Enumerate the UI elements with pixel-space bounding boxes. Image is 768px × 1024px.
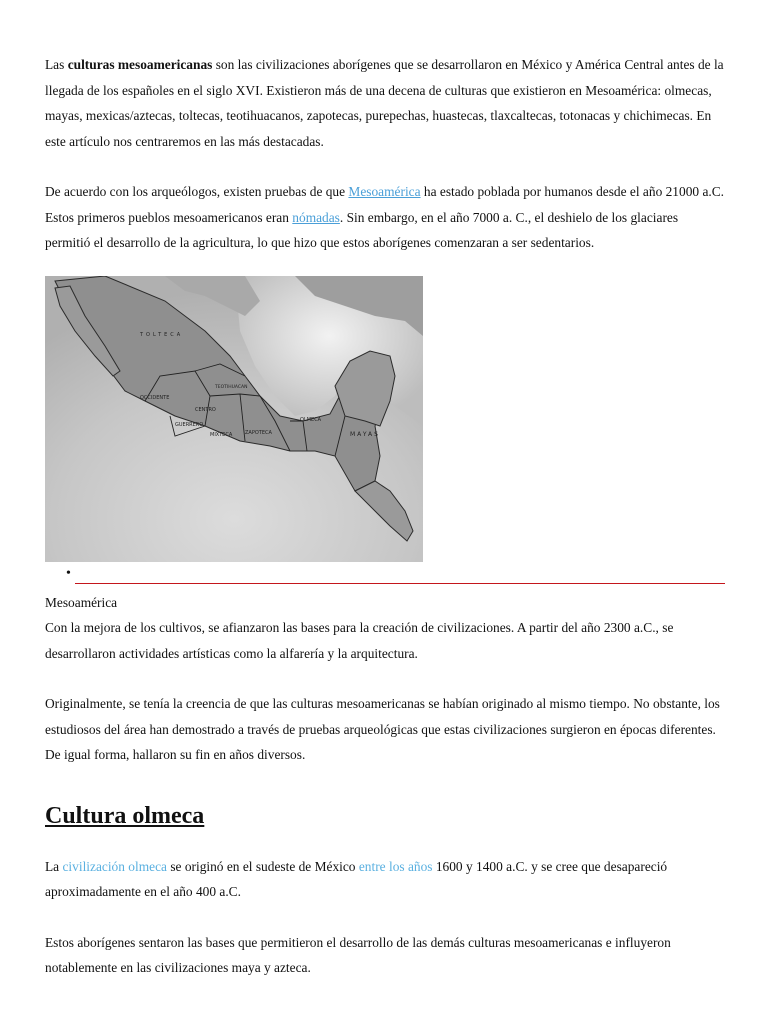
map-label: OLMECA (300, 416, 322, 423)
map-caption: Mesoamérica (45, 594, 118, 610)
intro-paragraph (45, 52, 725, 154)
civilizacion-olmeca-link[interactable]: civilización olmeca (62, 858, 167, 874)
text: . Sin embargo, en el año 7000 a. C., el deshielo de los glaciares permitió el desarrollo de la agricultura, lo que hizo que estos aborígenes comenzaran a ser sedentarios. (45, 209, 679, 250)
red-rule (75, 583, 725, 584)
text: se originó en el sudeste de México (166, 858, 359, 874)
map-label: TOLTECA (140, 331, 184, 338)
map-label: OCCIDENTE (140, 394, 170, 401)
section-heading: Cultura olmeca (45, 802, 205, 829)
paragraph-origin-belief: Originalmente, se tenía la creencia de que las culturas mesoamericanas se habían originado al mismo tiempo. No obstante, los estudiosos del área han demostrado a través de pruebas arqueológicas que estas civilizaciones surgieron en épocas diferentes. De igual forma, hallaron su fin en años diversos. (45, 696, 720, 762)
nomadas-link[interactable]: nómadas (292, 209, 340, 225)
map-label: CENTRO (195, 406, 216, 413)
intro-text-end: son las civilizaciones aborígenes que se desarrollaron en México y América Central antes de la llegada de los españoles en el siglo XVI. Existieron más de una decena de culturas que existieron en Mesoamérica: olmecas, mayas, mexicas/aztecas, toltecas, teotihuacanos, zapotecas, purepechas, huastecas, tlaxcaltecas, totonacas y chichimecas. En este artículo nos centraremos en las más destacadas. (45, 57, 724, 149)
text: La (45, 858, 63, 874)
bullet-icon: • (66, 565, 71, 581)
map-label: MAYAS (350, 430, 380, 438)
map-label: GUERRERO (175, 421, 204, 428)
mesoamerica-map-image (45, 276, 423, 562)
bullet-divider (45, 564, 725, 586)
mesoamerica-link[interactable]: Mesoamérica (348, 184, 421, 199)
map-label: ZAPOTECA (245, 429, 272, 436)
text: De acuerdo con los arqueólogos, existen pruebas de que (45, 184, 349, 199)
entre-los-anos-link[interactable]: entre los años (358, 858, 433, 874)
article-content (45, 52, 725, 981)
map-label: MIXTECA (210, 431, 233, 438)
intro-bold-term: culturas mesoamericanas (67, 57, 213, 72)
paragraph-crops: Con la mejora de los cultivos, se afianzaron las bases para la creación de civilizaciones. A partir del año 2300 a.C., se desarrollaron actividades artísticas como la alfarería y la arquitectura. (45, 620, 674, 661)
paragraph-origins (45, 179, 725, 256)
olmeca-paragraph-1 (45, 854, 725, 905)
intro-text-start: Las (45, 57, 68, 72)
text: ha estado poblada por humanos desde el año 21000 a.C. Estos primeros pueblos mesoamericanos eran (45, 184, 725, 225)
text: 1600 y 1400 a.C. y se cree que desapareció aproximadamente en el año 400 a.C. (45, 858, 668, 899)
map-label: TEOTIHUACAN (215, 384, 248, 390)
olmeca-paragraph-2: Estos aborígenes sentaron las bases que permitieron el desarrollo de las demás culturas mesoamericanas e influyeron notablemente en las civilizaciones maya y azteca. (45, 934, 671, 975)
